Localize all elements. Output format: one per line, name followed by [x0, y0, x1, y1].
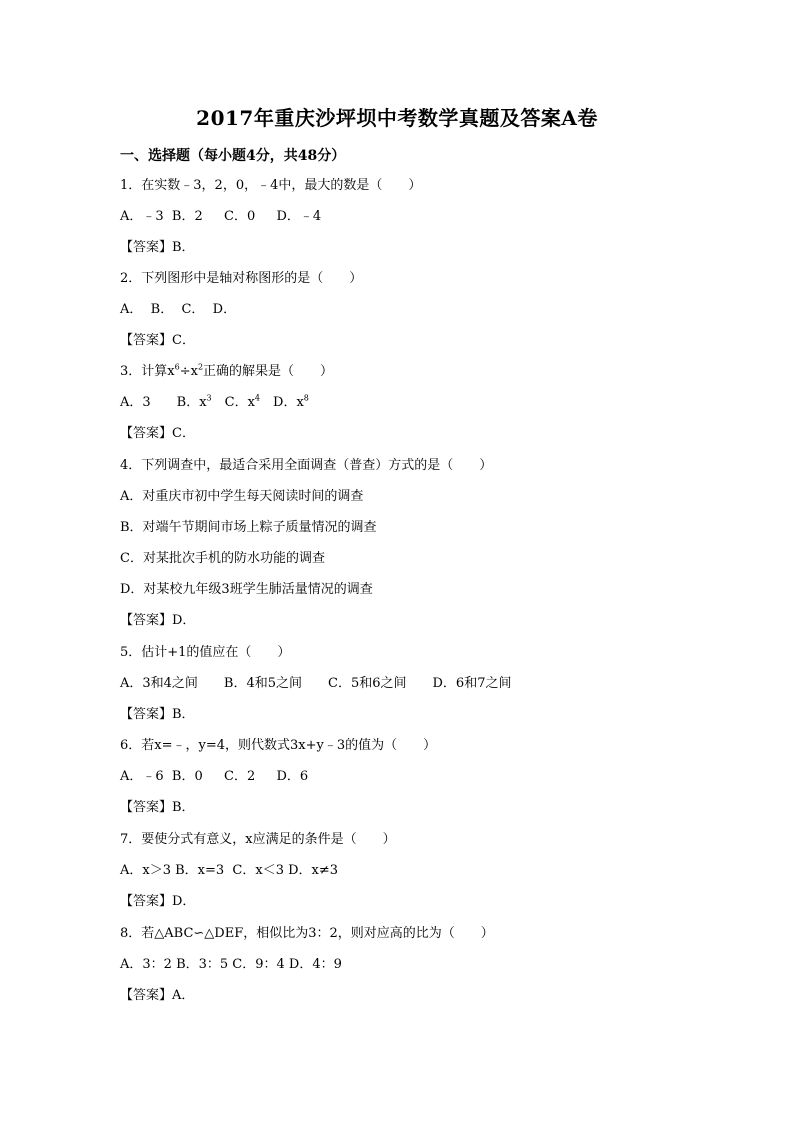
question-2-stem: 2．下列图形中是轴对称图形的是（ ） [120, 271, 363, 286]
question-3-options [120, 395, 309, 411]
question-7-options: A．x＞3 B．x=3 C．x＜3 D．x≠3 [120, 863, 339, 878]
page-title: 2017年重庆沙坪坝中考数学真题及答案A卷 [196, 106, 598, 130]
question-7-stem: 7．要使分式有意义，x应满足的条件是（ ） [120, 832, 396, 847]
q3-exponent-6: 6 [174, 362, 180, 372]
q3-exponent-4: 4 [254, 393, 261, 403]
question-7-answer: 【答案】D． [120, 894, 196, 909]
question-2-answer: 【答案】C． [120, 333, 195, 348]
q3-opt-c: D．x [260, 395, 304, 410]
question-6-options: A．﹣6 B．0 C．2 D．6 [120, 769, 309, 784]
question-3-answer: 【答案】C． [120, 426, 195, 441]
q3-opt-a: A．3 B．x [120, 395, 207, 410]
q3-exponent-8: 8 [303, 393, 309, 403]
question-4-stem: 4．下列调查中，最适合采用全面调查（普查）方式的是（ ） [120, 458, 493, 473]
question-8-stem: 8．若△ABC∽△DEF，相似比为3：2，则对应高的比为（ ） [120, 926, 494, 941]
question-4-option-c: C．对某批次手机的防水功能的调查 [120, 551, 325, 566]
q3-opt-b: C．x [211, 395, 255, 410]
question-5-options: A．3和4之间 B．4和5之间 C．5和6之间 D．6和7之间 [120, 676, 512, 691]
question-5-answer: 【答案】B． [120, 707, 195, 722]
q3-stem-b: ÷x [179, 364, 198, 379]
question-5-stem: 5．估计+1的值应在（ ） [120, 645, 291, 660]
question-1-answer: 【答案】B． [120, 240, 195, 255]
q3-exponent-2: 2 [197, 362, 204, 372]
q3-exponent-3: 3 [206, 393, 212, 403]
question-1-stem: 1．在实数﹣3，2，0，﹣4中，最大的数是（ ） [120, 178, 422, 193]
q3-stem-a: 3．计算x [120, 364, 175, 379]
question-8-options: A．3：2 B．3：5 C．9：4 D．4：9 [120, 957, 342, 972]
question-4-option-a: A．对重庆市初中学生每天阅读时间的调查 [120, 489, 364, 504]
question-2-options: A． B． C． D． [120, 302, 237, 317]
question-8-answer: 【答案】A． [120, 988, 195, 1003]
question-6-answer: 【答案】B． [120, 800, 195, 815]
question-4-option-d: D．对某校九年级3班学生肺活量情况的调查 [120, 582, 373, 597]
question-1-options: A．﹣3 B．2 C．0 D．﹣4 [120, 209, 322, 224]
question-4-answer: 【答案】D． [120, 613, 196, 628]
question-4-option-b: B．对端午节期间市场上粽子质量情况的调查 [120, 520, 377, 535]
section-heading: 一、选择题（每小题4分，共48分） [120, 148, 346, 164]
question-3-stem [120, 364, 333, 380]
question-6-stem: 6．若x=﹣，y=4，则代数式3x+y﹣3的值为（ ） [120, 738, 437, 753]
q3-stem-c: 正确的解果是（ ） [203, 364, 334, 379]
